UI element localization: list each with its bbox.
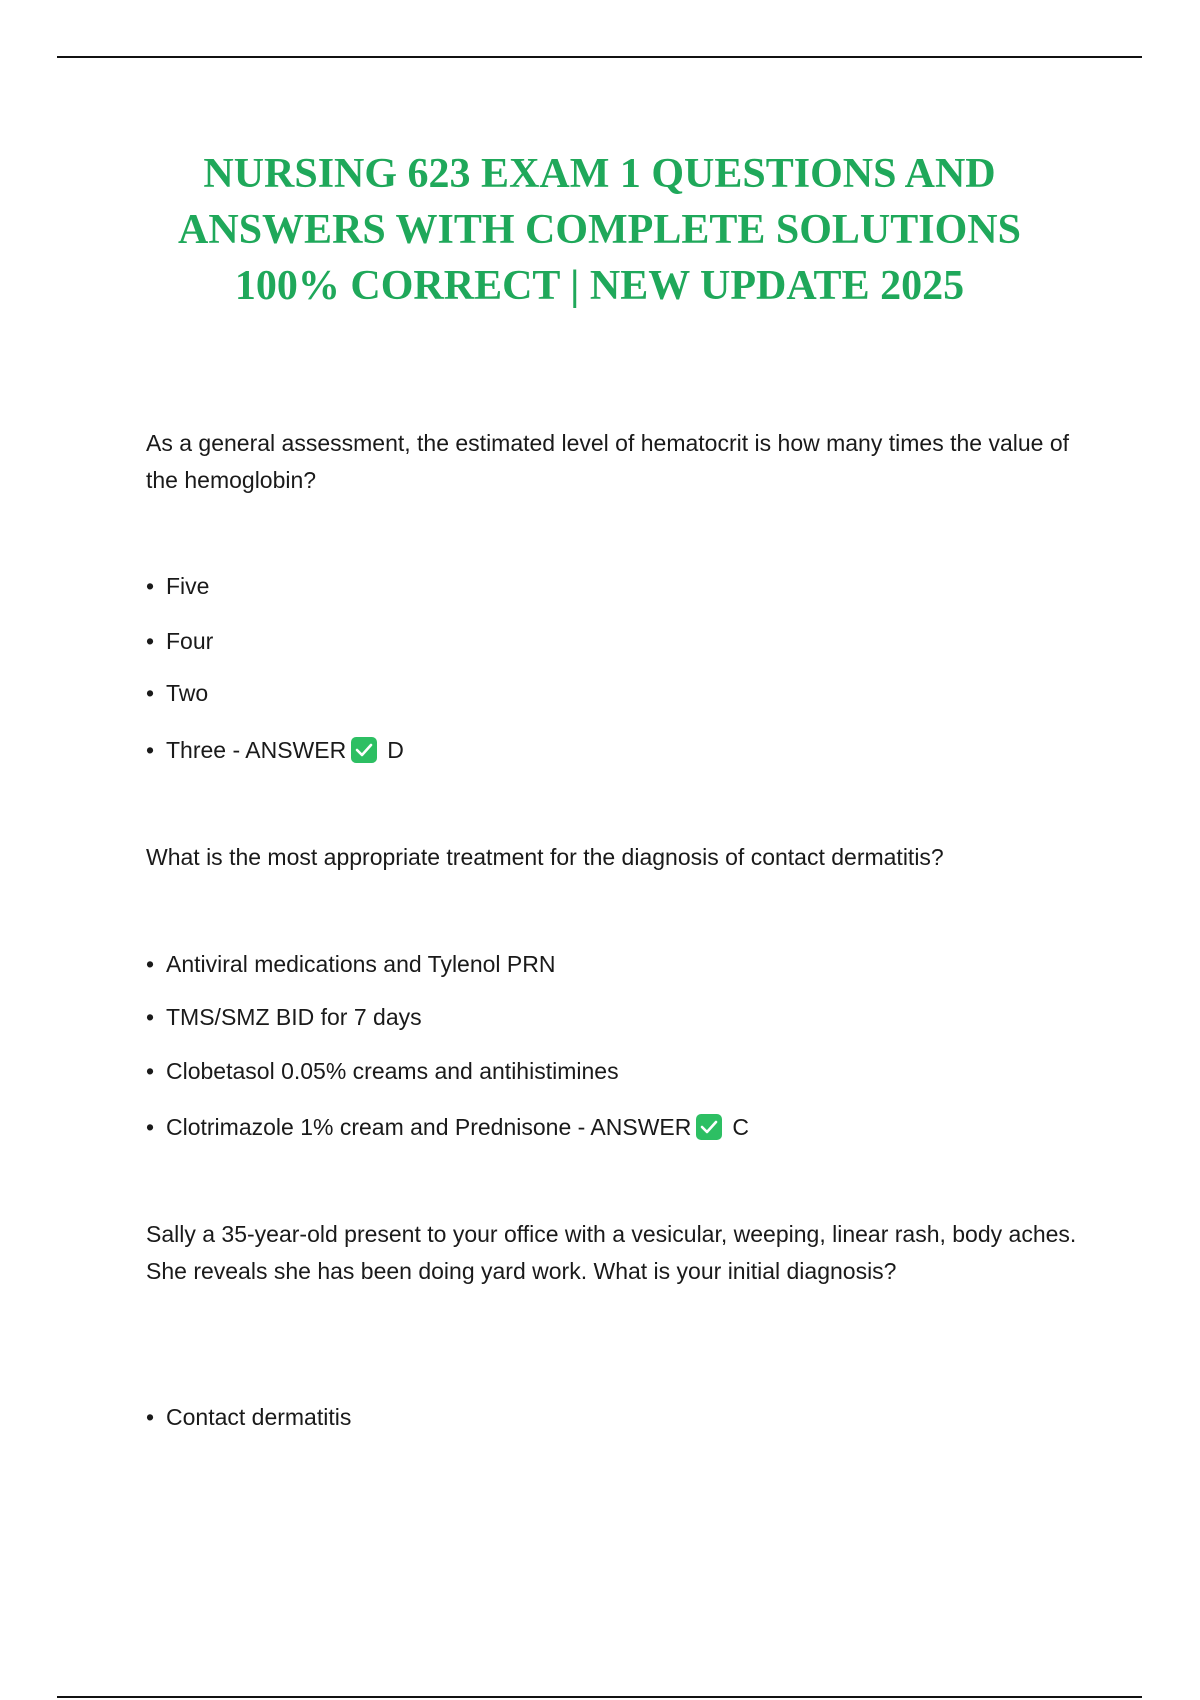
title-line: ANSWERS WITH COMPLETE SOLUTIONS — [178, 207, 1021, 253]
question-1-option-d — [146, 735, 404, 765]
option-label: Four — [166, 628, 214, 654]
bullet: • — [146, 1404, 155, 1430]
option-label: Contact dermatitis — [166, 1404, 352, 1430]
bullet: • — [146, 628, 155, 654]
question-1-option-c — [146, 678, 208, 708]
question-3-option-a — [146, 1402, 351, 1432]
title-line: NURSING 623 EXAM 1 QUESTIONS AND — [203, 151, 996, 197]
answer-letter: D — [387, 737, 404, 763]
question-2-option-a — [146, 949, 555, 979]
option-label: Antiviral medications and Tylenol PRN — [166, 951, 556, 977]
top-divider — [57, 56, 1142, 58]
question-2-option-b — [146, 1002, 422, 1032]
document-title — [57, 146, 1142, 314]
check-mark-icon — [351, 737, 377, 763]
bullet: • — [146, 1004, 155, 1030]
bullet: • — [146, 737, 155, 763]
question-2-text: What is the most appropriate treatment for the diagnosis of contact dermatitis? — [146, 844, 944, 870]
bottom-divider — [57, 1696, 1142, 1698]
option-label: Three - ANSWER — [166, 737, 347, 763]
option-label: TMS/SMZ BID for 7 days — [166, 1004, 422, 1030]
bullet: • — [146, 680, 155, 706]
question-3-text: Sally a 35-year-old present to your office with a vesicular, weeping, linear rash, body aches. She reveals she has been doing yard work. What is your initial diagnosis? — [146, 1221, 1077, 1284]
check-mark-icon — [696, 1114, 722, 1140]
question-1-option-b — [146, 626, 213, 656]
option-label: Clobetasol 0.05% creams and antihistimines — [166, 1058, 619, 1084]
bullet: • — [146, 951, 155, 977]
bullet: • — [146, 573, 155, 599]
title-line: 100% CORRECT | NEW UPDATE 2025 — [234, 263, 965, 309]
question-2-option-c — [146, 1056, 619, 1086]
bullet: • — [146, 1058, 155, 1084]
option-label: Two — [166, 680, 209, 706]
question-1-option-a — [146, 571, 209, 601]
question-2-option-d — [146, 1112, 749, 1142]
bullet: • — [146, 1114, 155, 1140]
option-label: Clotrimazole 1% cream and Prednisone - ANSWER — [166, 1114, 692, 1140]
question-1-text: As a general assessment, the estimated level of hematocrit is how many times the value of the hemoglobin? — [146, 430, 1069, 493]
option-label: Five — [166, 573, 210, 599]
answer-letter: C — [732, 1114, 749, 1140]
